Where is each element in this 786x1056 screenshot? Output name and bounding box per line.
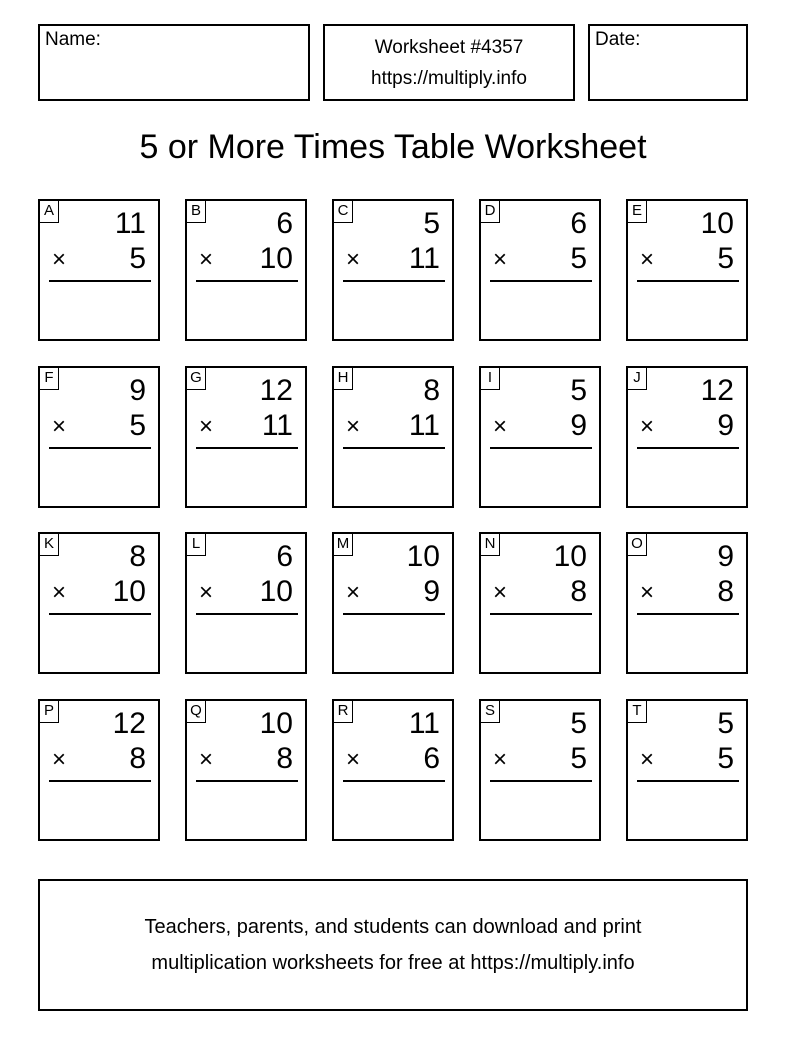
multiplicand: 6: [276, 540, 293, 573]
problem-letter: J: [628, 368, 647, 390]
multiplicand: 11: [114, 207, 146, 240]
problem-card: [38, 699, 160, 841]
worksheet-number: Worksheet #4357: [374, 37, 524, 58]
multiplier: 8: [129, 742, 146, 775]
multiplicand: 8: [129, 540, 146, 573]
problem-card: [332, 199, 454, 341]
times-sign: ×: [52, 579, 67, 606]
problem-letter: A: [40, 201, 59, 223]
problem-card: [185, 699, 307, 841]
times-sign: ×: [346, 579, 361, 606]
problem-card: [185, 366, 307, 508]
multiplicand: 10: [700, 207, 734, 240]
problem-letter: E: [628, 201, 647, 223]
answer-line: [490, 447, 592, 449]
worksheet-url: https://multiply.info: [371, 68, 527, 89]
page-title: 5 or More Times Table Worksheet: [139, 128, 647, 166]
problem-letter: L: [187, 534, 206, 556]
times-sign: ×: [199, 246, 214, 273]
multiplicand: 11: [408, 707, 440, 740]
multiplicand: 9: [717, 540, 734, 573]
answer-line: [637, 280, 739, 282]
problem-card: [332, 532, 454, 674]
multiplicand: 5: [423, 207, 440, 240]
problem-letter: H: [334, 368, 353, 390]
answer-line: [196, 780, 298, 782]
multiplicand: 5: [717, 707, 734, 740]
answer-line: [49, 780, 151, 782]
problem-card: [479, 699, 601, 841]
answer-line: [490, 280, 592, 282]
problem-card: [332, 366, 454, 508]
answer-line: [637, 613, 739, 615]
times-sign: ×: [640, 413, 655, 440]
problem-letter: G: [187, 368, 206, 390]
times-sign: ×: [199, 413, 214, 440]
multiplier: 6: [423, 742, 440, 775]
answer-line: [637, 447, 739, 449]
times-sign: ×: [52, 246, 67, 273]
answer-line: [196, 447, 298, 449]
date-field-box: [588, 24, 748, 101]
problem-card: [626, 699, 748, 841]
problem-letter: K: [40, 534, 59, 556]
problem-letter: R: [334, 701, 353, 723]
problem-card: [185, 199, 307, 341]
multiplier: 10: [259, 575, 293, 608]
footer-text-line-1: Teachers, parents, and students can download and print: [144, 916, 642, 938]
problem-card: [38, 366, 160, 508]
problem-letter: I: [481, 368, 500, 390]
multiplicand: 12: [700, 374, 734, 407]
multiplicand: 10: [259, 707, 293, 740]
problem-card: [38, 199, 160, 341]
multiplicand: 5: [570, 707, 587, 740]
multiplier: 5: [570, 242, 587, 275]
problem-card: [479, 532, 601, 674]
problem-letter: D: [481, 201, 500, 223]
problem-letter: C: [334, 201, 353, 223]
times-sign: ×: [493, 246, 508, 273]
problem-card: [626, 532, 748, 674]
multiplier: 5: [717, 242, 734, 275]
answer-line: [49, 280, 151, 282]
times-sign: ×: [493, 746, 508, 773]
problem-letter: F: [40, 368, 59, 390]
answer-line: [343, 280, 445, 282]
times-sign: ×: [52, 413, 67, 440]
multiplicand: 10: [553, 540, 587, 573]
answer-line: [490, 780, 592, 782]
worksheet-info-box: [323, 24, 575, 101]
problem-letter: M: [334, 534, 353, 556]
problem-letter: O: [628, 534, 647, 556]
multiplier: 8: [570, 575, 587, 608]
times-sign: ×: [493, 413, 508, 440]
name-field-box: [38, 24, 310, 101]
times-sign: ×: [346, 746, 361, 773]
times-sign: ×: [493, 579, 508, 606]
problem-card: [332, 699, 454, 841]
multiplicand: 8: [423, 374, 440, 407]
multiplier: 9: [570, 409, 587, 442]
multiplicand: 12: [112, 707, 146, 740]
multiplier: 5: [129, 409, 146, 442]
multiplicand: 6: [570, 207, 587, 240]
problem-letter: P: [40, 701, 59, 723]
answer-line: [49, 447, 151, 449]
answer-line: [343, 613, 445, 615]
multiplier: 5: [717, 742, 734, 775]
problem-card: [626, 199, 748, 341]
multiplier: 11: [408, 409, 440, 442]
date-label: Date:: [595, 29, 641, 50]
multiplier: 10: [112, 575, 146, 608]
multiplier: 9: [717, 409, 734, 442]
problem-card: [38, 532, 160, 674]
problem-card: [479, 199, 601, 341]
footer-box: [38, 879, 748, 1011]
times-sign: ×: [640, 246, 655, 273]
footer-text-line-2: multiplication worksheets for free at https://multiply.info: [151, 952, 635, 974]
multiplier: 8: [717, 575, 734, 608]
answer-line: [637, 780, 739, 782]
multiplier: 9: [423, 575, 440, 608]
problem-letter: T: [628, 701, 647, 723]
times-sign: ×: [640, 579, 655, 606]
problem-letter: Q: [187, 701, 206, 723]
problem-letter: B: [187, 201, 206, 223]
answer-line: [343, 780, 445, 782]
problem-letter: S: [481, 701, 500, 723]
multiplicand: 12: [259, 374, 293, 407]
times-sign: ×: [640, 746, 655, 773]
multiplier: 11: [261, 409, 293, 442]
multiplier: 10: [259, 242, 293, 275]
multiplier: 11: [408, 242, 440, 275]
multiplier: 8: [276, 742, 293, 775]
times-sign: ×: [199, 746, 214, 773]
answer-line: [196, 613, 298, 615]
multiplicand: 10: [406, 540, 440, 573]
answer-line: [343, 447, 445, 449]
multiplier: 5: [570, 742, 587, 775]
problem-card: [479, 366, 601, 508]
problem-card: [185, 532, 307, 674]
times-sign: ×: [52, 746, 67, 773]
multiplicand: 6: [276, 207, 293, 240]
times-sign: ×: [346, 413, 361, 440]
times-sign: ×: [346, 246, 361, 273]
answer-line: [196, 280, 298, 282]
answer-line: [490, 613, 592, 615]
multiplicand: 9: [129, 374, 146, 407]
multiplicand: 5: [570, 374, 587, 407]
answer-line: [49, 613, 151, 615]
multiplier: 5: [129, 242, 146, 275]
name-label: Name:: [45, 29, 101, 50]
times-sign: ×: [199, 579, 214, 606]
problem-card: [626, 366, 748, 508]
problem-letter: N: [481, 534, 500, 556]
